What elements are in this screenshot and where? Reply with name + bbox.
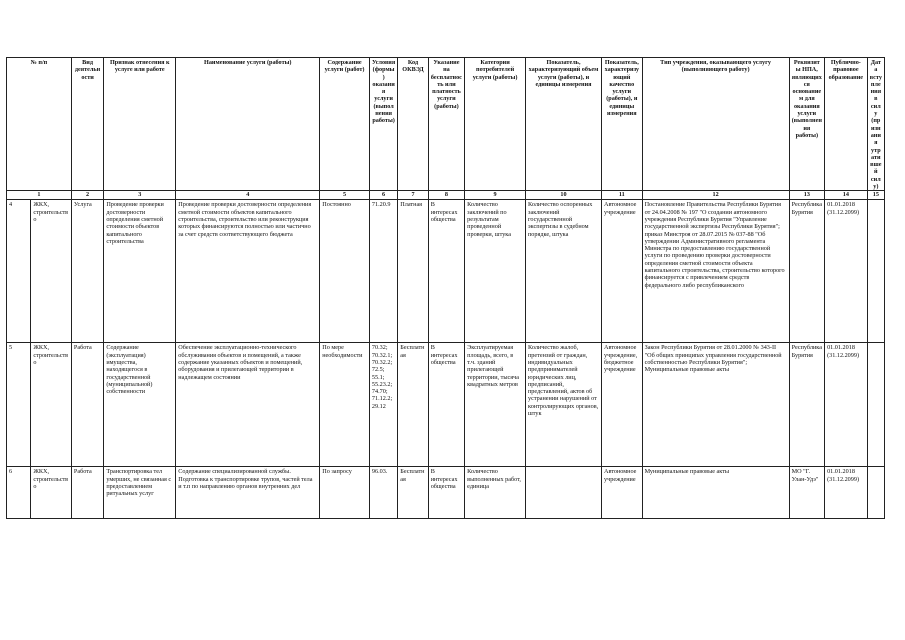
cell-okved: 70.32; 70.32.1; 70.32.2; 72.5; 55.1; 55.23.2; 74.70; 71.12.2; 29.12 [369,343,397,467]
cell-inst-type: Автономное учреждение [602,467,643,519]
cell-date: 01.01.2018 (31.12.2099) [825,200,868,343]
cell-pay: Бесплатная [398,467,428,519]
cell-pay: Бесплатная [398,343,428,467]
cell-name: Проведение проверки достоверности определения сметной стоимости объектов капитального строительства [104,200,176,343]
cell-form: По запросу [320,467,370,519]
header-col-activity: Вид деятельности [71,58,103,191]
col-number: 15 [867,191,884,200]
cell-content: Проведение проверки достоверности определения сметной стоимости объектов капитального строительства, строительство или реконструкция которых финансируются полностью или частично за счет средств соответствующего бюджета [176,200,320,343]
cell-npa: Закон Республики Бурятия от 28.01.2000 № 343-II "Об общих принципах управления государственной собственностью Республики Бурятия"; Муниципальные правовые акты [642,343,789,467]
header-col-okved: Код ОКВЭД [398,58,428,191]
header-col-entity: Публично-правовое образование [825,58,868,191]
cell-quality [526,467,602,519]
cell-npa: Муниципальные правовые акты [642,467,789,519]
header-col-pay: Указание на бесплатность или платность услуги (работы) [428,58,464,191]
cell-volume: Количество выполненных работ, единица [465,467,526,519]
cell-other [867,467,884,519]
col-number: 12 [642,191,789,200]
header-col-num: № п/п [7,58,72,191]
cell-form: Постоянно [320,200,370,343]
cell-consumers: В интересах общества [428,343,464,467]
cell-sign: Работа [71,343,103,467]
col-number: 1 [7,191,72,200]
cell-pay: Платная [398,200,428,343]
col-number: 4 [176,191,320,200]
cell-activity: ЖКХ, строительство [31,467,72,519]
col-number: 11 [602,191,643,200]
header-col-quality: Показатель, характеризующий качество услуги (работы), и единицы измерения [602,58,643,191]
cell-content: Содержание специализированной службы. Подготовка к транспортировке трупов, частей тела и т.п по направлению органов внутренних дел [176,467,320,519]
header-col-consumers: Категории потребителей услуги (работы) [465,58,526,191]
col-number: 7 [398,191,428,200]
cell-inst-type: Автономное учреждение, бюджетное учреждение [602,343,643,467]
cell-form: По мере необходимости [320,343,370,467]
header-row [7,58,885,191]
col-number: 5 [320,191,370,200]
header-col-inst-type: Тип учреждения, оказывающего услугу (выполняющего работу) [642,58,789,191]
cell-name: Транспортировка тел умерших, не связанная с предоставлением ритуальных услуг [104,467,176,519]
header-col-content: Содержание услуги (работ) [320,58,370,191]
cell-npa: Постановление Правительства Республики Бурятия от 24.04.2008 № 197 "О создании автономного учреждения Республики Бурятия "Управление государственной экспертизы Республики Бурятия"; приказ Минстроя от 28.07.2015 № 037-88 "Об утверждении Административного регламента Министра по предоставлению государственной услуги по проведению проверки достоверности определения сметной стоимости объекта капитального строительства, строительство которого финансируется с привлечением средств федерального либо республиканского [642,200,789,343]
col-number: 13 [789,191,824,200]
cell-volume: Количество заключений по результатам проведенной проверки, штука [465,200,526,343]
col-number: 6 [369,191,397,200]
cell-num: 6 [7,467,31,519]
services-registry-table [6,57,885,519]
table-row [7,200,885,343]
cell-date: 01.01.2018 (31.12.2099) [825,467,868,519]
cell-inst-type: Автономное учреждение [602,200,643,343]
cell-date: 01.01.2018 (31.12.2099) [825,343,868,467]
cell-other [867,200,884,343]
header-col-sign: Признак отнесения к услуге или работе [104,58,176,191]
table-row [7,467,885,519]
cell-content: Обеспечение эксплуатационно-технического обслуживания объектов и помещений, а также содержание указанных объектов и помещений, оборудования и прилегающей территории в надлежащем состоянии [176,343,320,467]
cell-activity: ЖКХ, строительство [31,200,72,343]
cell-name: Содержание (эксплуатация) имущества, находящегося в государственной (муниципальной) собственности [104,343,176,467]
cell-okved: 96.03. [369,467,397,519]
header-col-name: Наименование услуги (работы) [176,58,320,191]
cell-activity: ЖКХ, строительство [31,343,72,467]
cell-consumers: В интересах общества [428,467,464,519]
cell-sign: Работа [71,467,103,519]
header-col-volume: Показатель, характеризующий объем услуги (работы), и единицы измерения [526,58,602,191]
cell-sign: Услуга [71,200,103,343]
col-number: 10 [526,191,602,200]
col-number: 9 [465,191,526,200]
cell-consumers: В интересах общества [428,200,464,343]
cell-quality: Количество оспоренных заключений государственной экспертизы в судебном порядке, штука [526,200,602,343]
header-col-form: Условия (формы) оказания услуги (выполнения работы) [369,58,397,191]
cell-num: 5 [7,343,31,467]
header-col-npa: Реквизиты НПА, являющихся основанием для оказания услуги (выполнения работы) [789,58,824,191]
header-col-date: Дата вступления в силу (признания утратившей силу) [867,58,884,191]
cell-okved: 71.20.9 [369,200,397,343]
table-row [7,343,885,467]
cell-num: 4 [7,200,31,343]
column-numbers-row [7,191,885,200]
col-number: 8 [428,191,464,200]
cell-entity: Республика Бурятия [789,200,824,343]
col-number: 14 [825,191,868,200]
col-number: 3 [104,191,176,200]
cell-volume: Эксплуатируемая площадь, всего, в т.ч. зданий прилегающей территории, тысяча квадратных метров [465,343,526,467]
cell-other [867,343,884,467]
cell-entity: Республика Бурятия [789,343,824,467]
col-number: 2 [71,191,103,200]
cell-quality: Количество жалоб, претензий от граждан, индивидуальных предпринимателей юридических лиц, предписаний, представлений, актов об устранении нарушений от контролирующих органов, штук [526,343,602,467]
cell-entity: МО "Г. Улан-Удэ" [789,467,824,519]
